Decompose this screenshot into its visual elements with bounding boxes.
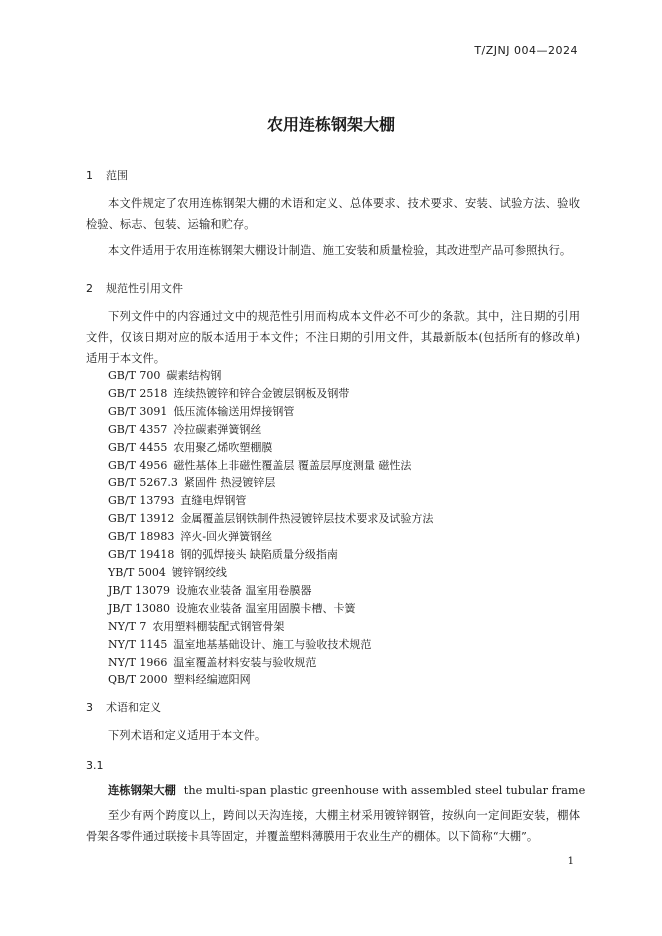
normative-intro-paragraph: 下列文件中的内容通过文中的规范性引用而构成本文件必不可少的条款。其中，注日期的引用文件，仅该日期对应的版本适用于本文件；不注日期的引用文件，其最新版本(包括所有的修改单)适用于本文件。: [86, 310, 580, 365]
reference-code: GB/T 13793: [108, 494, 175, 508]
reference-item: [108, 564, 433, 582]
reference-title: 设施农业装备 温室用固膜卡槽、卡簧: [176, 601, 356, 615]
section-heading-normative: [86, 280, 183, 296]
reference-item: [108, 600, 433, 618]
normative-reference-list: [108, 367, 433, 689]
reference-item: [108, 421, 433, 439]
reference-title: 连续热镀锌和锌合金镀层钢板及钢带: [173, 386, 350, 400]
reference-title: 农用塑料棚装配式钢管骨架: [152, 619, 285, 633]
reference-code: GB/T 5267.3: [108, 476, 178, 490]
section-title: 范围: [106, 169, 128, 182]
section-number: 2: [86, 282, 93, 295]
reference-item: [108, 671, 433, 689]
reference-title: 直缝电焊钢管: [180, 494, 247, 508]
term-definition: 至少有两个跨度以上，跨间以天沟连接，大棚主材采用镀锌钢管，按纵向一定间距安装，棚体骨架各零件通过联接卡具等固定，并覆盖塑料薄膜用于农业生产的棚体。以下简称“大棚”。: [86, 809, 580, 843]
reference-item: [108, 636, 433, 654]
reference-title: 淬火-回火弹簧钢丝: [180, 530, 273, 544]
reference-title: 温室覆盖材料安装与验收规范: [173, 655, 317, 669]
section-number: 3: [86, 701, 93, 714]
section-title: 规范性引用文件: [106, 282, 183, 295]
section-heading-scope: [86, 167, 128, 183]
reference-item: [108, 654, 433, 672]
reference-code: GB/T 2518: [108, 386, 168, 400]
reference-item: [108, 546, 433, 564]
reference-title: 低压流体输送用焊接钢管: [173, 404, 295, 418]
document-code: T/ZJNJ 004—2024: [474, 44, 578, 57]
terms-intro-paragraph: 下列术语和定义适用于本文件。: [108, 729, 267, 742]
reference-code: NY/T 1145: [108, 637, 168, 651]
reference-title: 钢的弧焊接头 缺陷质量分级指南: [180, 548, 338, 562]
document-title: 农用连栋钢架大棚: [266, 115, 395, 134]
reference-code: GB/T 4956: [108, 458, 168, 472]
reference-item: [108, 510, 433, 528]
reference-item: [108, 385, 433, 403]
reference-code: GB/T 4357: [108, 422, 168, 436]
reference-item: [108, 528, 433, 546]
reference-code: GB/T 3091: [108, 404, 168, 418]
reference-title: 碳素结构钢: [166, 369, 222, 382]
page-number: 1: [567, 856, 574, 867]
reference-title: 温室地基基础设计、施工与验收技术规范: [173, 637, 372, 651]
reference-item: [108, 457, 433, 475]
reference-title: 镀锌钢绞线: [171, 565, 227, 579]
section-number: 1: [86, 169, 93, 182]
term-entry: [108, 782, 585, 798]
reference-code: GB/T 18983: [108, 530, 175, 544]
reference-code: NY/T 1966: [108, 655, 168, 669]
reference-code: JB/T 13080: [108, 601, 171, 615]
reference-code: NY/T 7: [108, 619, 147, 633]
scope-paragraph-2: 本文件适用于农用连栋钢架大棚设计制造、施工安装和质量检验，其改进型产品可参照执行。: [108, 244, 572, 257]
scope-paragraph-1: 本文件规定了农用连栋钢架大棚的术语和定义、总体要求、技术要求、安装、试验方法、验收检验、标志、包装、运输和贮存。: [86, 197, 580, 231]
reference-title: 农用聚乙烯吹塑棚膜: [173, 440, 273, 454]
reference-title: 紧固件 热浸镀锌层: [183, 476, 276, 490]
reference-title: 设施农业装备 温室用卷膜器: [176, 583, 312, 597]
reference-title: 金属覆盖层钢铁制件热浸镀锌层技术要求及试验方法: [180, 512, 434, 526]
term-number: 3.1: [86, 759, 104, 772]
reference-item: [108, 367, 433, 385]
reference-item: [108, 492, 433, 510]
reference-item: [108, 403, 433, 421]
reference-item: [108, 474, 433, 492]
reference-item: [108, 618, 433, 636]
reference-code: GB/T 19418: [108, 548, 175, 562]
reference-item: [108, 582, 433, 600]
reference-code: YB/T 5004: [108, 565, 166, 579]
term-name-en: the multi-span plastic greenhouse with assembled steel tubular frame: [183, 784, 586, 797]
reference-code: QB/T 2000: [108, 673, 168, 687]
reference-title: 塑料经编遮阳网: [173, 673, 251, 687]
reference-code: GB/T 700: [108, 369, 161, 382]
section-title: 术语和定义: [106, 701, 161, 714]
reference-title: 冷拉碳素弹簧钢丝: [173, 422, 262, 436]
section-heading-terms: [86, 699, 161, 715]
reference-code: JB/T 13079: [108, 583, 171, 597]
reference-code: GB/T 4455: [108, 440, 168, 454]
reference-code: GB/T 13912: [108, 512, 175, 526]
reference-item: [108, 439, 433, 457]
reference-title: 磁性基体上非磁性覆盖层 覆盖层厚度测量 磁性法: [173, 458, 412, 472]
term-name-zh: 连栋钢架大棚: [108, 784, 176, 797]
